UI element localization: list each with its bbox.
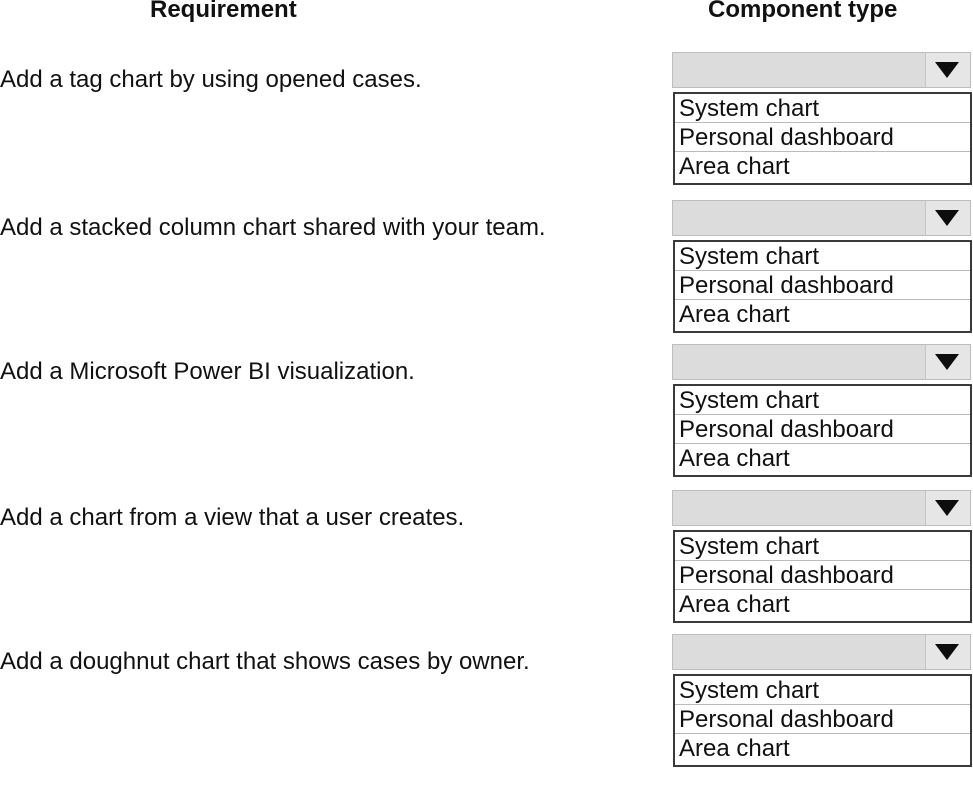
caret-down-icon [934, 499, 960, 517]
dropdown-arrow-button[interactable] [925, 635, 970, 669]
component-type-dropdown[interactable] [672, 634, 971, 670]
option-system-chart[interactable]: System chart [675, 94, 970, 123]
requirement-row [0, 503, 973, 643]
caret-down-icon [934, 353, 960, 371]
option-area-chart[interactable]: Area chart [679, 301, 790, 328]
caret-down-icon [934, 209, 960, 227]
option-system-chart[interactable]: System chart [675, 242, 970, 271]
option-area-chart[interactable]: Area chart [679, 591, 790, 618]
option-area-chart[interactable]: Area chart [679, 735, 790, 762]
requirement-header: Requirement [150, 0, 297, 23]
requirement-text: Add a doughnut chart that shows cases by owner. [0, 648, 530, 675]
option-area-chart[interactable]: Area chart [679, 445, 790, 472]
requirement-row [0, 647, 973, 787]
option-personal-dashboard[interactable]: Personal dashboard [675, 705, 970, 734]
requirement-text: Add a Microsoft Power BI visualization. [0, 358, 415, 385]
option-personal-dashboard[interactable]: Personal dashboard [675, 415, 970, 444]
component-type-options [673, 92, 972, 185]
requirement-row [0, 213, 973, 353]
caret-down-icon [934, 643, 960, 661]
option-personal-dashboard[interactable]: Personal dashboard [675, 561, 970, 590]
dropdown-arrow-button[interactable] [925, 491, 970, 525]
option-area-chart[interactable]: Area chart [679, 153, 790, 180]
caret-down-icon [934, 61, 960, 79]
component-type-options [673, 384, 972, 477]
component-type-dropdown[interactable] [672, 490, 971, 526]
option-system-chart[interactable]: System chart [675, 532, 970, 561]
option-system-chart[interactable]: System chart [675, 386, 970, 415]
option-personal-dashboard[interactable]: Personal dashboard [675, 271, 970, 300]
option-personal-dashboard[interactable]: Personal dashboard [675, 123, 970, 152]
component-type-dropdown[interactable] [672, 344, 971, 380]
requirement-text: Add a stacked column chart shared with your team. [0, 214, 546, 241]
dropdown-arrow-button[interactable] [925, 53, 970, 87]
component-type-options [673, 530, 972, 623]
dropdown-arrow-button[interactable] [925, 201, 970, 235]
requirement-text: Add a tag chart by using opened cases. [0, 66, 422, 93]
requirement-row [0, 65, 973, 205]
component-type-options [673, 674, 972, 767]
component-type-dropdown[interactable] [672, 52, 971, 88]
dropdown-arrow-button[interactable] [925, 345, 970, 379]
option-system-chart[interactable]: System chart [675, 676, 970, 705]
requirement-text: Add a chart from a view that a user creates. [0, 504, 465, 531]
component-type-options [673, 240, 972, 333]
component-type-dropdown[interactable] [672, 200, 971, 236]
requirement-row [0, 357, 973, 497]
component-type-header: Component type [708, 0, 898, 23]
